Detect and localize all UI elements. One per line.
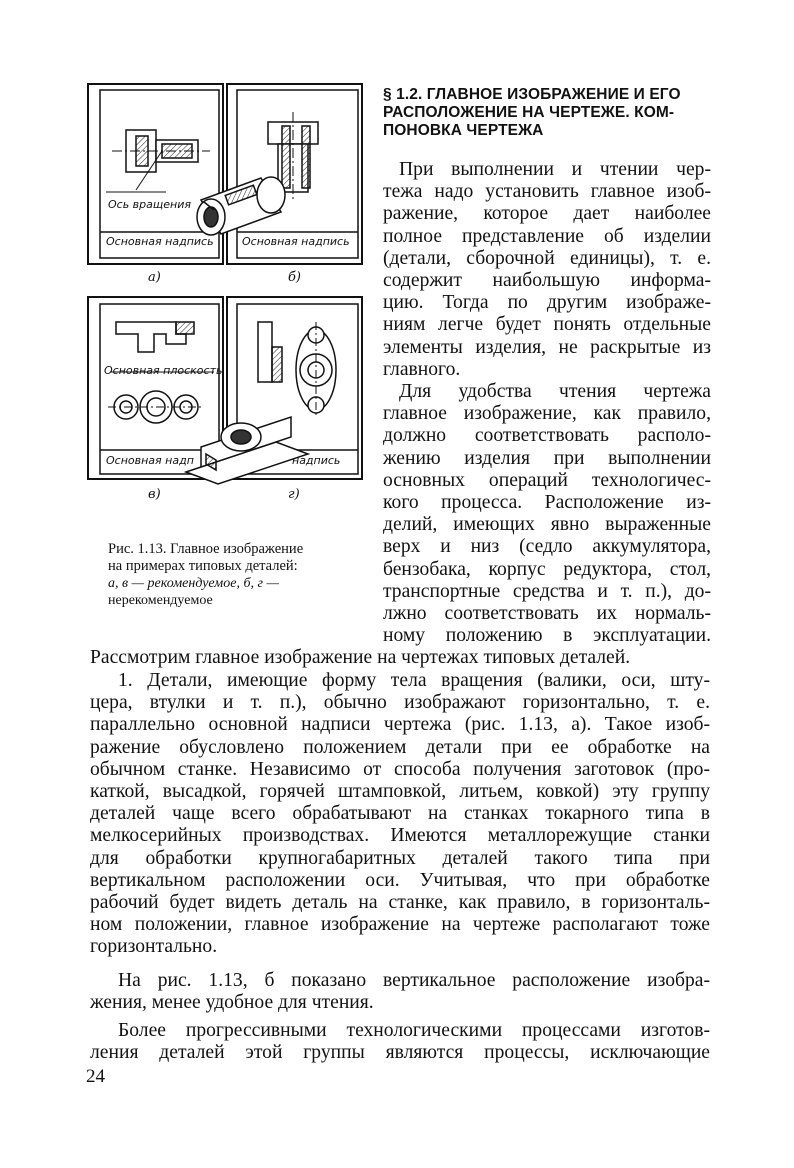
text-line: полное представление об изделии bbox=[383, 225, 711, 247]
text-line: мелкосерийных производствах. Имеются металлорежущие станки bbox=[90, 825, 710, 847]
text-line: главного. bbox=[383, 358, 461, 380]
text-line: горизонтально. bbox=[90, 936, 218, 958]
text-line: транспортные средства и т. п.), до- bbox=[383, 580, 711, 602]
text-line: лжно соответствовать их нормаль- bbox=[383, 603, 711, 625]
paragraph-6 bbox=[90, 1020, 710, 1064]
text-line: ниям легче будет понять отдельные bbox=[383, 314, 711, 336]
figure-label-a: а) bbox=[148, 270, 161, 285]
text-line: ном положении, главное изображение на чертеже располагают тоже bbox=[90, 914, 710, 936]
text-line: элементы изделия, не раскрытые из bbox=[383, 336, 711, 358]
text-line: жению изделия при выполнении bbox=[383, 447, 711, 469]
text-line: кого процесса. Расположение из- bbox=[383, 492, 711, 514]
text-line: 1. Детали, имеющие форму тела вращения (валики, оси, шту- bbox=[118, 670, 710, 691]
text-line: вертикальном расположении оси. Учитывая, что при обработке bbox=[90, 869, 710, 891]
axis-label: Ось вращения bbox=[108, 198, 191, 211]
technical-drawings bbox=[86, 82, 372, 512]
paragraph-1 bbox=[383, 159, 711, 381]
text-line: цера, втулки и т. п.), обычно изображают горизонтально, т. е. bbox=[90, 692, 710, 714]
text-line: содержит наибольшую информа- bbox=[383, 270, 711, 292]
figure-label-g: г) bbox=[288, 487, 300, 502]
text-line: обычном станке. Независимо от способа получения заготовок (про- bbox=[90, 758, 710, 780]
stamp-label-g: надпись bbox=[292, 454, 341, 467]
caption-line: нерекомендуемое bbox=[108, 593, 213, 608]
paragraph-3 bbox=[90, 647, 710, 669]
caption-line: Рис. 1.13. Главное изображение bbox=[108, 541, 304, 557]
stamp-label-a: Основная надпись bbox=[106, 235, 214, 248]
text-line: Для удобства чтения чертежа bbox=[399, 381, 711, 402]
text-line: главное изображение, как правило, bbox=[383, 403, 711, 425]
text-line: бензобака, корпус редуктора, стол, bbox=[383, 558, 711, 580]
text-line: параллельно основной надписи чертежа (рис. 1.13, а). Такое изоб- bbox=[90, 714, 710, 736]
text-line: При выполнении и чтении чер- bbox=[399, 159, 711, 180]
paragraph-4 bbox=[90, 670, 710, 959]
text-line: деталей чаще всего обрабатывают на станках токарного типа в bbox=[90, 803, 710, 825]
text-line: ражение обусловлено положением детали при ее обработке на bbox=[90, 736, 710, 758]
figure-label-v: в) bbox=[148, 487, 161, 502]
text-line: ному положению в эксплуатации. bbox=[383, 625, 711, 647]
stamp-label-v: Основная надп bbox=[106, 454, 194, 467]
text-line: (детали, сборочной единицы), т. е. bbox=[383, 247, 711, 269]
section-heading bbox=[383, 86, 713, 140]
figure-label-b: б) bbox=[288, 270, 302, 285]
page-number: 24 bbox=[86, 1066, 105, 1087]
heading-line: ПОНОВКА ЧЕРТЕЖА bbox=[383, 122, 544, 139]
caption-line: на примерах типовых деталей: bbox=[108, 558, 298, 574]
figure-caption bbox=[108, 541, 358, 609]
figure-1-13 bbox=[86, 82, 372, 512]
text-line: каткой, высадкой, горячей штамповкой, литьем, ковкой) эту группу bbox=[90, 781, 710, 803]
text-line: для обработки крупногабаритных деталей такого типа при bbox=[90, 847, 710, 869]
text-line: цию. Тогда по другим изображе- bbox=[383, 292, 711, 314]
text-line: Более прогрессивными технологическими процессами изготов- bbox=[118, 1020, 710, 1041]
text-line: верх и низ (седло аккумулятора, bbox=[383, 536, 711, 558]
text-line: ражение, которое дает наиболее bbox=[383, 203, 711, 225]
plane-label: Основная плоскость bbox=[104, 364, 223, 377]
text-line: тежа надо установить главное изоб- bbox=[383, 181, 711, 203]
text-line: делий, имеющих явно выраженные bbox=[383, 514, 711, 536]
text-line: Рассмотрим главное изображение на чертежах типовых деталей. bbox=[90, 647, 631, 668]
caption-line: а, в — рекомендуемое, б, г — bbox=[108, 576, 279, 591]
stamp-label-b: Основная надпись bbox=[242, 235, 350, 248]
paragraph-2 bbox=[383, 381, 711, 647]
text-line: жения, менее удобное для чтения. bbox=[90, 992, 374, 1014]
text-line: ления деталей этой группы являются процессы, исключающие bbox=[90, 1042, 710, 1064]
text-line: На рис. 1.13, б показано вертикальное расположение изобра- bbox=[118, 970, 710, 991]
text-line: должно соответствовать располо- bbox=[383, 425, 711, 447]
text-line: основных операций технологичес- bbox=[383, 469, 711, 491]
text-line: рабочий будет видеть деталь на станке, как правило, в горизонталь- bbox=[90, 892, 710, 914]
heading-line: РАСПОЛОЖЕНИЕ НА ЧЕРТЕЖЕ. КОМ- bbox=[383, 104, 675, 121]
paragraph-5 bbox=[90, 970, 710, 1014]
heading-line: § 1.2. ГЛАВНОЕ ИЗОБРАЖЕНИЕ И ЕГО bbox=[383, 86, 681, 103]
